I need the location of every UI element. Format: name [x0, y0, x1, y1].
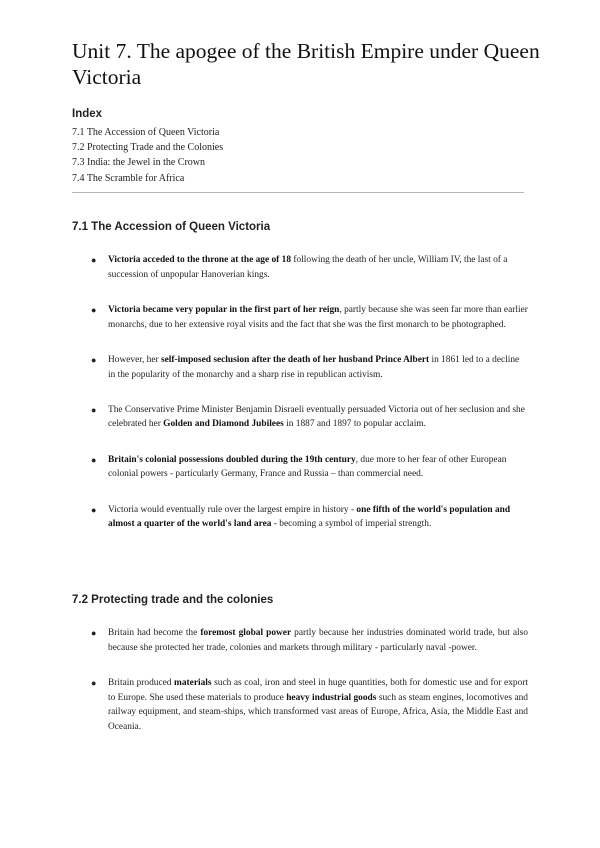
index-item[interactable]: 7.2 Protecting Trade and the Colonies — [72, 142, 224, 154]
bullet-icon: ● — [91, 304, 97, 315]
bullet-item: ● Britain produced materials such as coal, iron and steel in huge quantities, both for domestic use and for export to Europe. She used these materials to produce heavy industrial goods such as steam engines, locomotives and railway equipment, and steam-ships, which transformed vast areas of Europe, Africa, Asia, the Middle East and Oceania. — [91, 677, 528, 733]
index-item[interactable]: 7.1 The Accession of Queen Victoria — [72, 127, 220, 138]
bullet-icon: ● — [91, 354, 97, 365]
bullet-item: ● The Conservative Prime Minister Benjamin Disraeli eventually persuaded Victoria out of her seclusion and she celebrated her Golden and Diamond Jubilees in 1887 and 1897 to popular acclaim. — [91, 404, 525, 430]
section-heading-7-1: 7.1 The Accession of Queen Victoria — [72, 221, 271, 233]
bullet-icon: ● — [91, 255, 97, 265]
bullet-item: ● Victoria acceded to the throne at the age of 18 following the death of her uncle, William IV, the last of a succession of unpopular Hanoverian kings. — [91, 255, 508, 280]
document-title: Unit 7. The apogee of the British Empire under Queen Victoria — [72, 39, 540, 89]
bullet-item: ● Victoria would eventually rule over the largest empire in history - one fifth of the world's population and almost a quarter of the world's land area - becoming a symbol of imperial strength. — [91, 504, 511, 530]
bullet-item: ● However, her self-imposed seclusion after the death of her husband Prince Albert in 1861 led to a decline in the popularity of the monarchy and a sharp rise in republican activism. — [91, 354, 520, 380]
bullet-icon: ● — [91, 677, 97, 688]
bullet-icon: ● — [91, 504, 97, 515]
section-7-1-bullets — [91, 253, 528, 552]
bullet-icon: ● — [91, 404, 97, 415]
bullet-item: ● Britain had become the foremost global power partly because her industries dominated world trade, but also because she protected her trade, colonies and markets through military - particularly naval -power. — [91, 628, 528, 653]
index-item[interactable]: 7.3 India: the Jewel in the Crown — [72, 157, 206, 169]
index-heading: Index — [72, 108, 103, 120]
index-item[interactable]: 7.4 The Scramble for Africa — [72, 172, 185, 184]
bullet-icon: ● — [91, 454, 97, 465]
bullet-item: ● Britain's colonial possessions doubled during the 19th century, due more to her fear of other European colonial powers - particularly Germany, France and Russia – than commercial need. — [91, 454, 507, 480]
section-7-2-bullets — [91, 626, 528, 755]
bullet-item: ● Victoria became very popular in the first part of her reign, partly because she was seen far more than earlier monarchs, due to her extensive royal visits and the fact that she was the first monarch to be photographed. — [91, 304, 528, 330]
bullet-icon: ● — [91, 628, 97, 638]
horizontal-divider — [72, 192, 524, 193]
index-list — [72, 125, 223, 186]
section-heading-7-2: 7.2 Protecting trade and the colonies — [72, 594, 274, 606]
